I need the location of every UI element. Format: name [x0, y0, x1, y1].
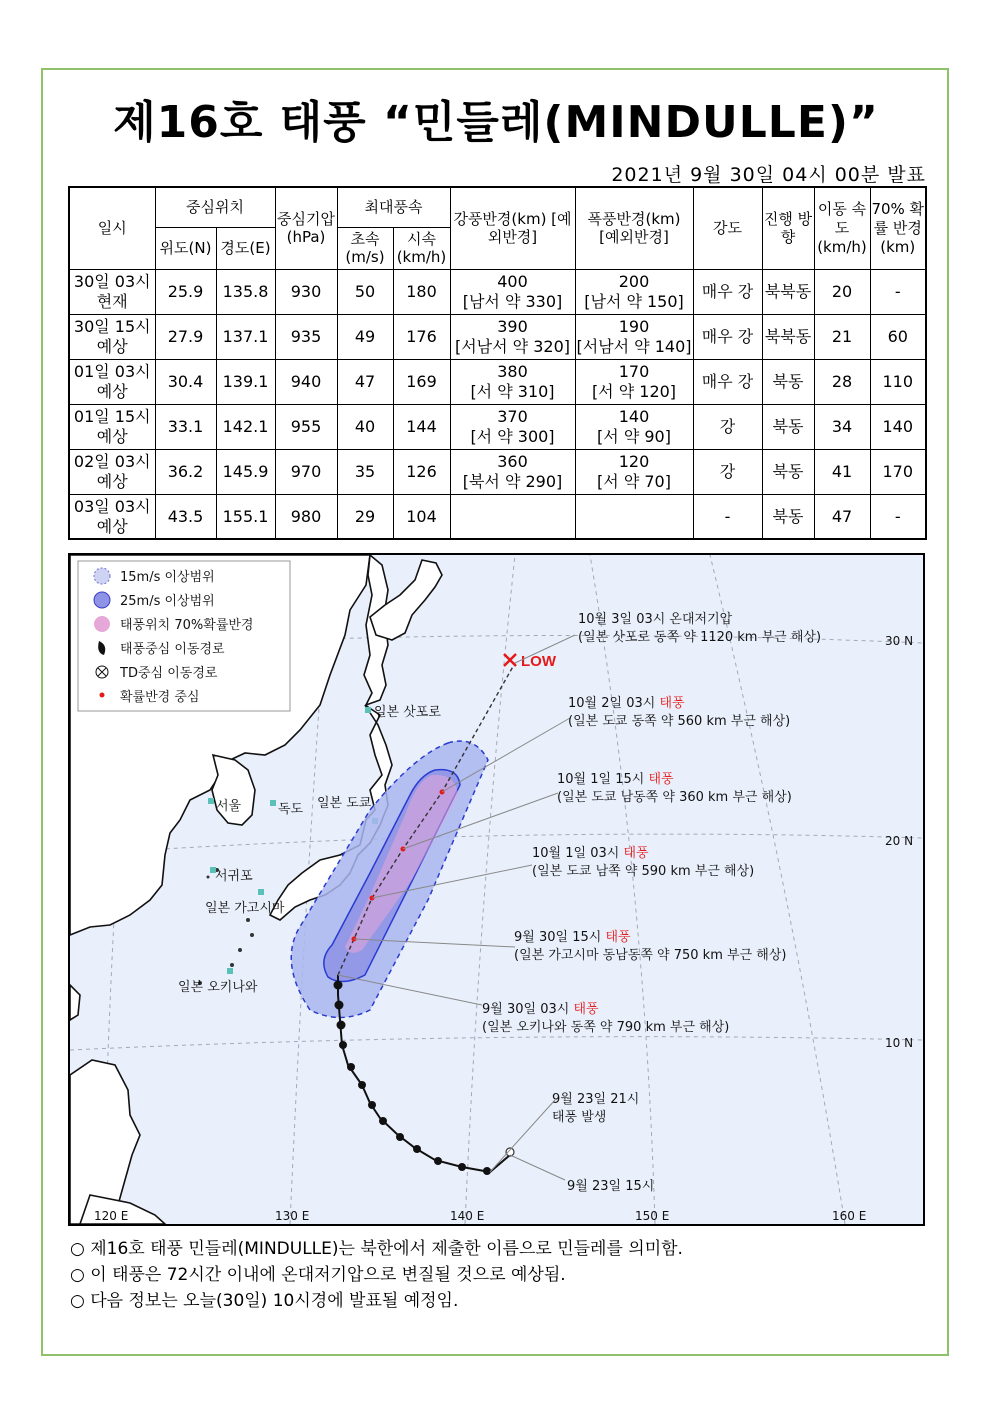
note-1: ○ 이 태풍은 72시간 이내에 온대저기압으로 변질될 것으로 예상됨. [70, 1265, 566, 1285]
annotation-status: 태풍 [605, 930, 631, 945]
cell-dt [69, 360, 155, 404]
header-datetime: 일시 [69, 187, 155, 269]
annotation-status: 태풍 [573, 1002, 599, 1017]
cell-spd [814, 449, 870, 494]
cell-dir-line: 북북동 [764, 327, 812, 347]
cell-kmh-line: 176 [406, 327, 437, 347]
cell-dt-line: 30일 15시 [73, 317, 151, 337]
cell-kmh-line: 169 [406, 372, 437, 392]
cell-dt-line: 예상 [96, 382, 128, 402]
cell-sr-line: [남서 약 330] [462, 292, 563, 312]
cell-pres [275, 404, 337, 449]
cell-lat-line: 27.9 [167, 327, 204, 347]
cell-pres-line: 970 [290, 462, 322, 482]
cell-spd [814, 269, 870, 314]
cell-prob-line: 170 [882, 462, 914, 482]
label-kagoshima: 일본 가고시마 [205, 901, 285, 916]
notes [70, 1236, 683, 1314]
header-maxwind: 최대풍속 [337, 187, 450, 227]
cell-lon-line: 139.1 [222, 372, 269, 392]
label-sapporo: 일본 삿포로 [374, 705, 441, 720]
legend-item-2: 태풍위치 70%확률반경 [120, 618, 254, 633]
cell-kmh [393, 360, 450, 404]
cell-spd [814, 495, 870, 539]
cell-st-line: [서 약 120] [591, 382, 677, 402]
cell-sr-line: 400 [497, 272, 528, 292]
legend-item-3: 태풍중심 이동경로 [120, 642, 225, 657]
cell-lat [155, 315, 216, 360]
cell-spd [814, 360, 870, 404]
cell-ms [337, 495, 393, 539]
cell-lat-line: 33.1 [167, 416, 204, 436]
map-svg [70, 555, 923, 1224]
cell-prob [870, 269, 926, 314]
legend-item-4: TD중심 이동경로 [120, 666, 218, 681]
cell-dir-line: 북동 [772, 506, 804, 526]
cell-int [693, 495, 762, 539]
annotation-location: (일본 도쿄 남쪽 약 590 km 부근 해상) [532, 864, 755, 879]
cell-lon-line: 142.1 [222, 416, 269, 436]
annotation-title [567, 1178, 654, 1194]
annotation-status: 태풍 [648, 772, 674, 787]
cell-dt [69, 269, 155, 314]
annotation-status: 태풍 [659, 696, 685, 711]
cell-dt-line: 현재 [96, 292, 128, 312]
annotation-title [532, 845, 649, 861]
cell-sr [450, 404, 575, 449]
cell-lat [155, 495, 216, 539]
cell-int-line: 강 [719, 462, 736, 482]
annotation-time: 9월 30일 15시 [514, 930, 606, 945]
cell-int-line: 매우 강 [701, 372, 754, 392]
cell-dir [762, 315, 814, 360]
header-speed: 이동 속도 (km/h) [814, 187, 870, 269]
cell-int [693, 449, 762, 494]
cell-int [693, 404, 762, 449]
cell-int [693, 360, 762, 404]
page-title: 제16호 태풍 “민들레(MINDULLE)” [113, 97, 879, 148]
annotation-title [514, 929, 631, 945]
annotation-location: (일본 도쿄 동쪽 약 560 km 부근 해상) [568, 714, 791, 729]
cell-st [575, 269, 693, 314]
cell-sr-line: [서남서 약 320] [454, 337, 571, 357]
cell-sr-line: [서 약 310] [470, 382, 555, 402]
label-dokdo: 독도 [278, 802, 304, 817]
cell-lon [216, 315, 275, 360]
cell-dir-line: 북북동 [764, 282, 812, 302]
cell-st-line: 120 [618, 452, 650, 472]
cell-pres [275, 495, 337, 539]
annotation-time: 9월 23일 15시 [567, 1179, 655, 1194]
label-okinawa: 일본 오키나와 [178, 980, 258, 995]
legend-25ms-icon [94, 592, 110, 608]
cell-ms-line: 47 [354, 372, 376, 392]
cell-st-line: [서 약 70] [597, 472, 671, 492]
cell-dir [762, 269, 814, 314]
lon-label-150: 150 E [635, 1209, 670, 1223]
cell-ms [337, 449, 393, 494]
cell-sr-line: [북서 약 290] [462, 472, 563, 492]
cell-ms-line: 50 [354, 282, 376, 302]
cell-lat [155, 360, 216, 404]
cell-dt [69, 449, 155, 494]
cell-lon [216, 449, 275, 494]
cell-pres [275, 315, 337, 360]
cell-pres-line: 940 [290, 372, 322, 392]
table-row [69, 404, 926, 449]
cell-prob-line: - [894, 282, 901, 302]
cell-kmh [393, 449, 450, 494]
cell-pres-line: 930 [290, 282, 322, 302]
annotation-title [578, 611, 733, 627]
annotation-location: (일본 삿포로 동쪽 약 1120 km 부근 해상) [578, 630, 822, 645]
cell-dir [762, 360, 814, 404]
annotation-status: 태풍 [623, 846, 649, 861]
cell-sr [450, 495, 575, 539]
label-tokyo: 일본 도쿄 [317, 796, 372, 811]
cell-st-line: 140 [618, 406, 650, 426]
cell-kmh-line: 180 [406, 282, 437, 302]
cell-st [575, 404, 693, 449]
cell-dir-line: 북동 [772, 372, 804, 392]
cell-sr [450, 449, 575, 494]
cell-dt-line: 예상 [96, 426, 128, 446]
cell-kmh-line: 104 [406, 506, 437, 526]
cell-prob-line: 140 [882, 416, 914, 436]
cell-dt [69, 495, 155, 539]
header-ms: 초속 (m/s) [337, 227, 393, 269]
header-direction: 진행 방향 [762, 187, 814, 269]
table-row [69, 315, 926, 360]
lon-label-130: 130 E [275, 1209, 310, 1223]
cell-st [575, 315, 693, 360]
cell-st-line: [남서 약 150] [584, 292, 684, 312]
cell-st-line: 200 [618, 272, 650, 292]
header-intensity: 강도 [693, 187, 762, 269]
cell-dt-line: 예상 [96, 516, 128, 536]
cell-dir-line: 북동 [772, 462, 804, 482]
cell-prob [870, 495, 926, 539]
note-2: ○ 다음 정보는 오늘(30일) 10시경에 발표될 예정임. [70, 1291, 459, 1311]
cell-kmh [393, 404, 450, 449]
cell-sr-line: [서 약 300] [470, 426, 555, 446]
cell-int-line: - [724, 506, 731, 526]
cell-prob [870, 315, 926, 360]
header-kmh: 시속 (km/h) [393, 227, 450, 269]
annotation-location: (일본 도쿄 남동쪽 약 360 km 부근 해상) [557, 790, 792, 805]
cell-sr-line: 360 [497, 452, 528, 472]
cell-ms [337, 404, 393, 449]
cell-spd-line: 41 [831, 462, 853, 482]
annotation-title [568, 695, 685, 711]
label-seoul: 서울 [216, 799, 242, 814]
forecast-table [68, 186, 927, 540]
cell-kmh [393, 315, 450, 360]
cell-lon [216, 360, 275, 404]
cell-dir-line: 북동 [772, 416, 804, 436]
annotation-time: 9월 30일 03시 [482, 1002, 574, 1017]
cell-int [693, 269, 762, 314]
cell-ms-line: 35 [354, 462, 376, 482]
label-seogwipo: 서귀포 [215, 869, 253, 884]
cell-lat [155, 449, 216, 494]
cell-st-line: [서남서 약 140] [576, 337, 692, 357]
legend-item-0: 15m/s 이상범위 [120, 570, 215, 585]
legend-item-5: 확률반경 중심 [120, 690, 200, 705]
table-row [69, 449, 926, 494]
header-center: 중심위치 [155, 187, 275, 227]
cell-dt [69, 404, 155, 449]
cell-spd-line: 20 [831, 282, 853, 302]
annotation-time: 10월 2일 03시 [568, 696, 660, 711]
annotation-title [557, 771, 674, 787]
cell-dt-line: 예상 [96, 337, 128, 357]
lon-label-160: 160 E [832, 1209, 867, 1223]
cell-st-line: [서 약 90] [597, 426, 671, 446]
cell-lat [155, 269, 216, 314]
cell-sr-line: 380 [497, 362, 528, 382]
cell-spd-line: 47 [831, 506, 853, 526]
lat-label-20: 20 N [885, 834, 914, 848]
cell-prob [870, 360, 926, 404]
cell-pres-line: 935 [290, 327, 322, 347]
cell-lon [216, 269, 275, 314]
legend-prob-icon [94, 616, 110, 632]
annotation-title [552, 1091, 639, 1107]
cell-spd-line: 28 [831, 372, 853, 392]
cell-lon-line: 155.1 [222, 506, 269, 526]
cell-lon [216, 404, 275, 449]
issued-time: 2021년 9월 30일 04시 00분 발표 [611, 164, 926, 186]
cell-lon-line: 137.1 [222, 327, 269, 347]
cell-spd-line: 21 [831, 327, 853, 347]
cell-dt-line: 01일 03시 [73, 362, 151, 382]
low-label: LOW [521, 653, 556, 670]
annotation-location: 태풍 발생 [552, 1110, 607, 1125]
map-legend [78, 561, 290, 711]
cell-ms-line: 40 [354, 416, 376, 436]
header-lon: 경도(E) [216, 227, 275, 269]
table-row [69, 360, 926, 404]
annotation-time: 9월 23일 21시 [552, 1092, 640, 1107]
cell-sr [450, 269, 575, 314]
cell-kmh [393, 269, 450, 314]
cell-ms-line: 29 [354, 506, 376, 526]
cell-sr-line: 390 [497, 317, 528, 337]
cell-pres [275, 269, 337, 314]
annotation-time: 10월 1일 03시 [532, 846, 624, 861]
legend-prob-center-icon [100, 693, 105, 698]
annotation-time: 10월 3일 03시 온대저기압 [578, 612, 733, 627]
cell-kmh-line: 144 [406, 416, 437, 436]
cell-dt-line: 02일 03시 [73, 452, 151, 472]
lon-label-120: 120 E [94, 1209, 129, 1223]
cell-prob-line: 60 [887, 327, 908, 347]
cell-sr [450, 315, 575, 360]
cell-dt-line: 03일 03시 [73, 496, 151, 516]
cell-ms [337, 360, 393, 404]
cell-kmh [393, 495, 450, 539]
legend-item-1: 25m/s 이상범위 [120, 594, 215, 609]
cell-dt [69, 315, 155, 360]
lat-label-10: 10 N [885, 1036, 914, 1050]
lat-label-30: 30 N [885, 634, 914, 648]
cell-lon [216, 495, 275, 539]
table-row [69, 269, 926, 314]
annotation-title [482, 1001, 599, 1017]
cell-lat-line: 30.4 [167, 372, 204, 392]
cell-prob-line: - [894, 506, 901, 526]
cell-dt-line: 01일 15시 [73, 406, 151, 426]
cell-pres-line: 955 [290, 416, 322, 436]
cell-sr-line: 370 [497, 406, 528, 426]
cell-lat [155, 404, 216, 449]
cell-lat-line: 36.2 [167, 462, 204, 482]
cell-st-line: 170 [618, 362, 650, 382]
cell-spd [814, 315, 870, 360]
cell-int [693, 315, 762, 360]
cell-dir [762, 495, 814, 539]
cell-prob-line: 110 [882, 372, 914, 392]
typhoon-track-map [68, 553, 925, 1226]
header-prob: 70% 확률 반경 (km) [870, 187, 926, 269]
cell-pres [275, 449, 337, 494]
cell-lat-line: 25.9 [167, 282, 204, 302]
cell-lon-line: 135.8 [222, 282, 269, 302]
cell-st-line: 190 [618, 317, 650, 337]
header-lat: 위도(N) [155, 227, 216, 269]
cell-dir [762, 449, 814, 494]
cell-pres [275, 360, 337, 404]
cell-st [575, 360, 693, 404]
cell-lon-line: 145.9 [222, 462, 269, 482]
table-row [69, 495, 926, 539]
cell-dir [762, 404, 814, 449]
cell-ms-line: 49 [354, 327, 376, 347]
cell-lat-line: 43.5 [167, 506, 204, 526]
cell-prob [870, 449, 926, 494]
cell-sr [450, 360, 575, 404]
lon-label-140: 140 E [450, 1209, 485, 1223]
annotation-time: 10월 1일 15시 [557, 772, 649, 787]
header-storm-radius: 폭풍반경(km) [예외반경] [575, 187, 693, 269]
annotation-location: (일본 가고시마 동남동쪽 약 750 km 부근 해상) [514, 948, 787, 963]
cell-pres-line: 980 [290, 506, 322, 526]
cell-int-line: 매우 강 [701, 327, 754, 347]
header-strong-radius: 강풍반경(km) [예외반경] [450, 187, 575, 269]
legend-15ms-icon [94, 568, 110, 584]
cell-st [575, 449, 693, 494]
cell-kmh-line: 126 [406, 462, 437, 482]
cell-int-line: 강 [719, 416, 736, 436]
cell-spd-line: 34 [831, 416, 853, 436]
note-0: ○ 제16호 태풍 민들레(MINDULLE)는 북한에서 제출한 이름으로 민들레를 의미함. [70, 1239, 683, 1259]
cell-int-line: 매우 강 [701, 282, 754, 302]
cell-prob [870, 404, 926, 449]
cell-st [575, 495, 693, 539]
cell-ms [337, 269, 393, 314]
cell-dt-line: 예상 [96, 472, 128, 492]
annotation-location: (일본 오키나와 동쪽 약 790 km 부근 해상) [482, 1020, 730, 1035]
header-pressure: 중심기압 (hPa) [275, 187, 337, 269]
cell-spd [814, 404, 870, 449]
cell-dt-line: 30일 03시 [73, 272, 151, 292]
cell-ms [337, 315, 393, 360]
